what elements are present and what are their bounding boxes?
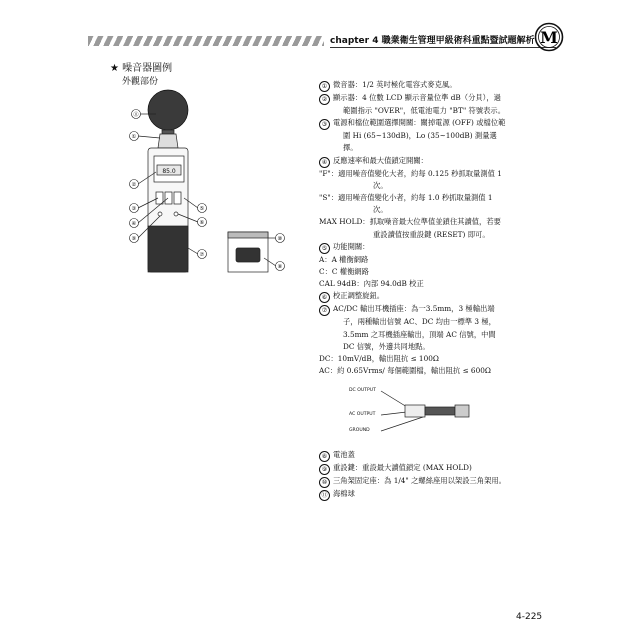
fig-label-1: ① xyxy=(131,134,137,140)
detail-line: CAL 94dB：內部 94.0dB 校正 xyxy=(319,279,424,289)
section-title: ★ 噪音器圖例 xyxy=(110,63,173,74)
sound-meter-figure xyxy=(124,88,300,284)
fig-label-3: ③ xyxy=(131,206,137,212)
list-item: ③ 電源和檔位範圍選擇開關：關掉電源 (OFF) 或檔位範圍 Hi (65~130dB)，Lo (35~100dB) 測量選擇。 xyxy=(307,117,507,154)
meter-grip xyxy=(148,226,188,272)
list-item: ⑩ 三角架固定座：為 1/4" 之螺絲座用以架設三角架用。 xyxy=(307,475,507,488)
list-item: ② 顯示器：4 位數 LCD 顯示音量位準 dB（分貝），過範圍指示 "OVER"，低電池電力 "BT" 符號表示。 xyxy=(307,92,507,117)
jack-label-dc: DC OUTPUT xyxy=(349,388,376,394)
item-number: ⑪ xyxy=(319,490,330,501)
item-number: ⑥ xyxy=(319,292,330,303)
fig-label-5: ⑤ xyxy=(199,206,205,212)
fig-label-7: ⑦ xyxy=(199,252,205,258)
item-number: ③ xyxy=(319,119,330,130)
header-stripe xyxy=(88,36,324,46)
list-item: ① 微音器：1/2 英吋極化電容式麥克風。 xyxy=(307,79,507,92)
item-number: ⑤ xyxy=(319,243,330,254)
plug-body xyxy=(405,405,425,417)
plug-head xyxy=(455,405,469,417)
reset-button xyxy=(158,212,162,216)
subsection-title: 外觀部份 xyxy=(122,77,159,87)
detail-line: "F"：適用噪音值變化大者，約每 0.125 秒抓取量測值 1 次。 xyxy=(319,168,502,190)
detail-line: "S"：適用噪音值變化小者，約每 1.0 秒抓取量測值 1 次。 xyxy=(319,193,493,215)
calibration-knob xyxy=(174,212,178,216)
fig-label-8: ⑧ xyxy=(277,264,283,270)
description-list xyxy=(307,79,507,501)
item-number: ④ xyxy=(319,157,330,168)
item-number: ⑦ xyxy=(319,305,330,316)
fig-label-9: ⑨ xyxy=(131,236,137,242)
lcd-reading: 85.0 xyxy=(162,168,176,175)
jack-label-ground: GROUND xyxy=(349,428,370,434)
fig-label-4: ④ xyxy=(131,221,137,227)
list-item: ⑪ 海棉球 xyxy=(307,488,507,501)
plug-shaft xyxy=(425,407,455,415)
switch-3 xyxy=(174,192,181,204)
fig-label-2: ② xyxy=(131,182,137,188)
detail-line: DC：10mV/dB，輸出阻抗 ≤ 100Ω xyxy=(319,354,439,364)
meter-neck xyxy=(158,134,178,148)
list-item: ⑧ 電池蓋 xyxy=(307,449,507,462)
fig-label-6: ⑥ xyxy=(199,220,205,226)
item-number: ① xyxy=(319,81,330,92)
list-item: ④ 反應速率和最大值鎖定開關： xyxy=(307,155,507,168)
list-item: ⑦ AC/DC 輸出耳機插座：為一3.5mm，3 極輸出端子，兩種輸出信號 AC、DC 均由一標準 3 極，3.5mm 之耳機插座輸出，頂端 AC 信號，中間 DC 信號，外邊共同地點。 xyxy=(307,303,507,353)
output-jack-diagram xyxy=(347,383,477,437)
battery-cover xyxy=(236,248,260,262)
list-item: ⑥ 校正調整旋鈕。 xyxy=(307,290,507,303)
switch-2 xyxy=(165,192,172,204)
detail-line: C：C 權衡網路 xyxy=(319,267,369,277)
switch-1 xyxy=(156,192,163,204)
chapter-title: chapter 4 職業衛生管理甲級術科重點暨試題解析 xyxy=(330,36,535,46)
header-rule xyxy=(330,47,556,48)
logo-letter: M xyxy=(540,28,558,47)
jack-label-ac: AC OUTPUT xyxy=(349,412,376,418)
item-number: ⑧ xyxy=(319,451,330,462)
item-number: ⑨ xyxy=(319,464,330,475)
item-number: ② xyxy=(319,94,330,105)
page-number: 4-225 xyxy=(516,612,543,622)
publisher-logo xyxy=(534,22,564,52)
detail-line: MAX HOLD：抓取噪音最大位準值並鎖住其讀值，若要重設讀值按重設鍵 (RESET) 即可。 xyxy=(319,217,501,239)
fig-label-11: ⑪ xyxy=(133,112,139,118)
microphone xyxy=(162,130,174,134)
list-item: ⑤ 功能開關： xyxy=(307,241,507,254)
windscreen-ball xyxy=(148,90,188,130)
detail-line: A：A 權衡網路 xyxy=(319,254,369,264)
fig-label-10: ⑩ xyxy=(277,236,283,242)
detail-line: AC：約 0.65Vrms/ 每個範圍檔，輸出阻抗 ≤ 600Ω xyxy=(319,366,491,376)
list-item: ⑨ 重設鍵：重設最大讀值鎖定 (MAX HOLD) xyxy=(307,462,507,475)
item-number: ⑩ xyxy=(319,477,330,488)
